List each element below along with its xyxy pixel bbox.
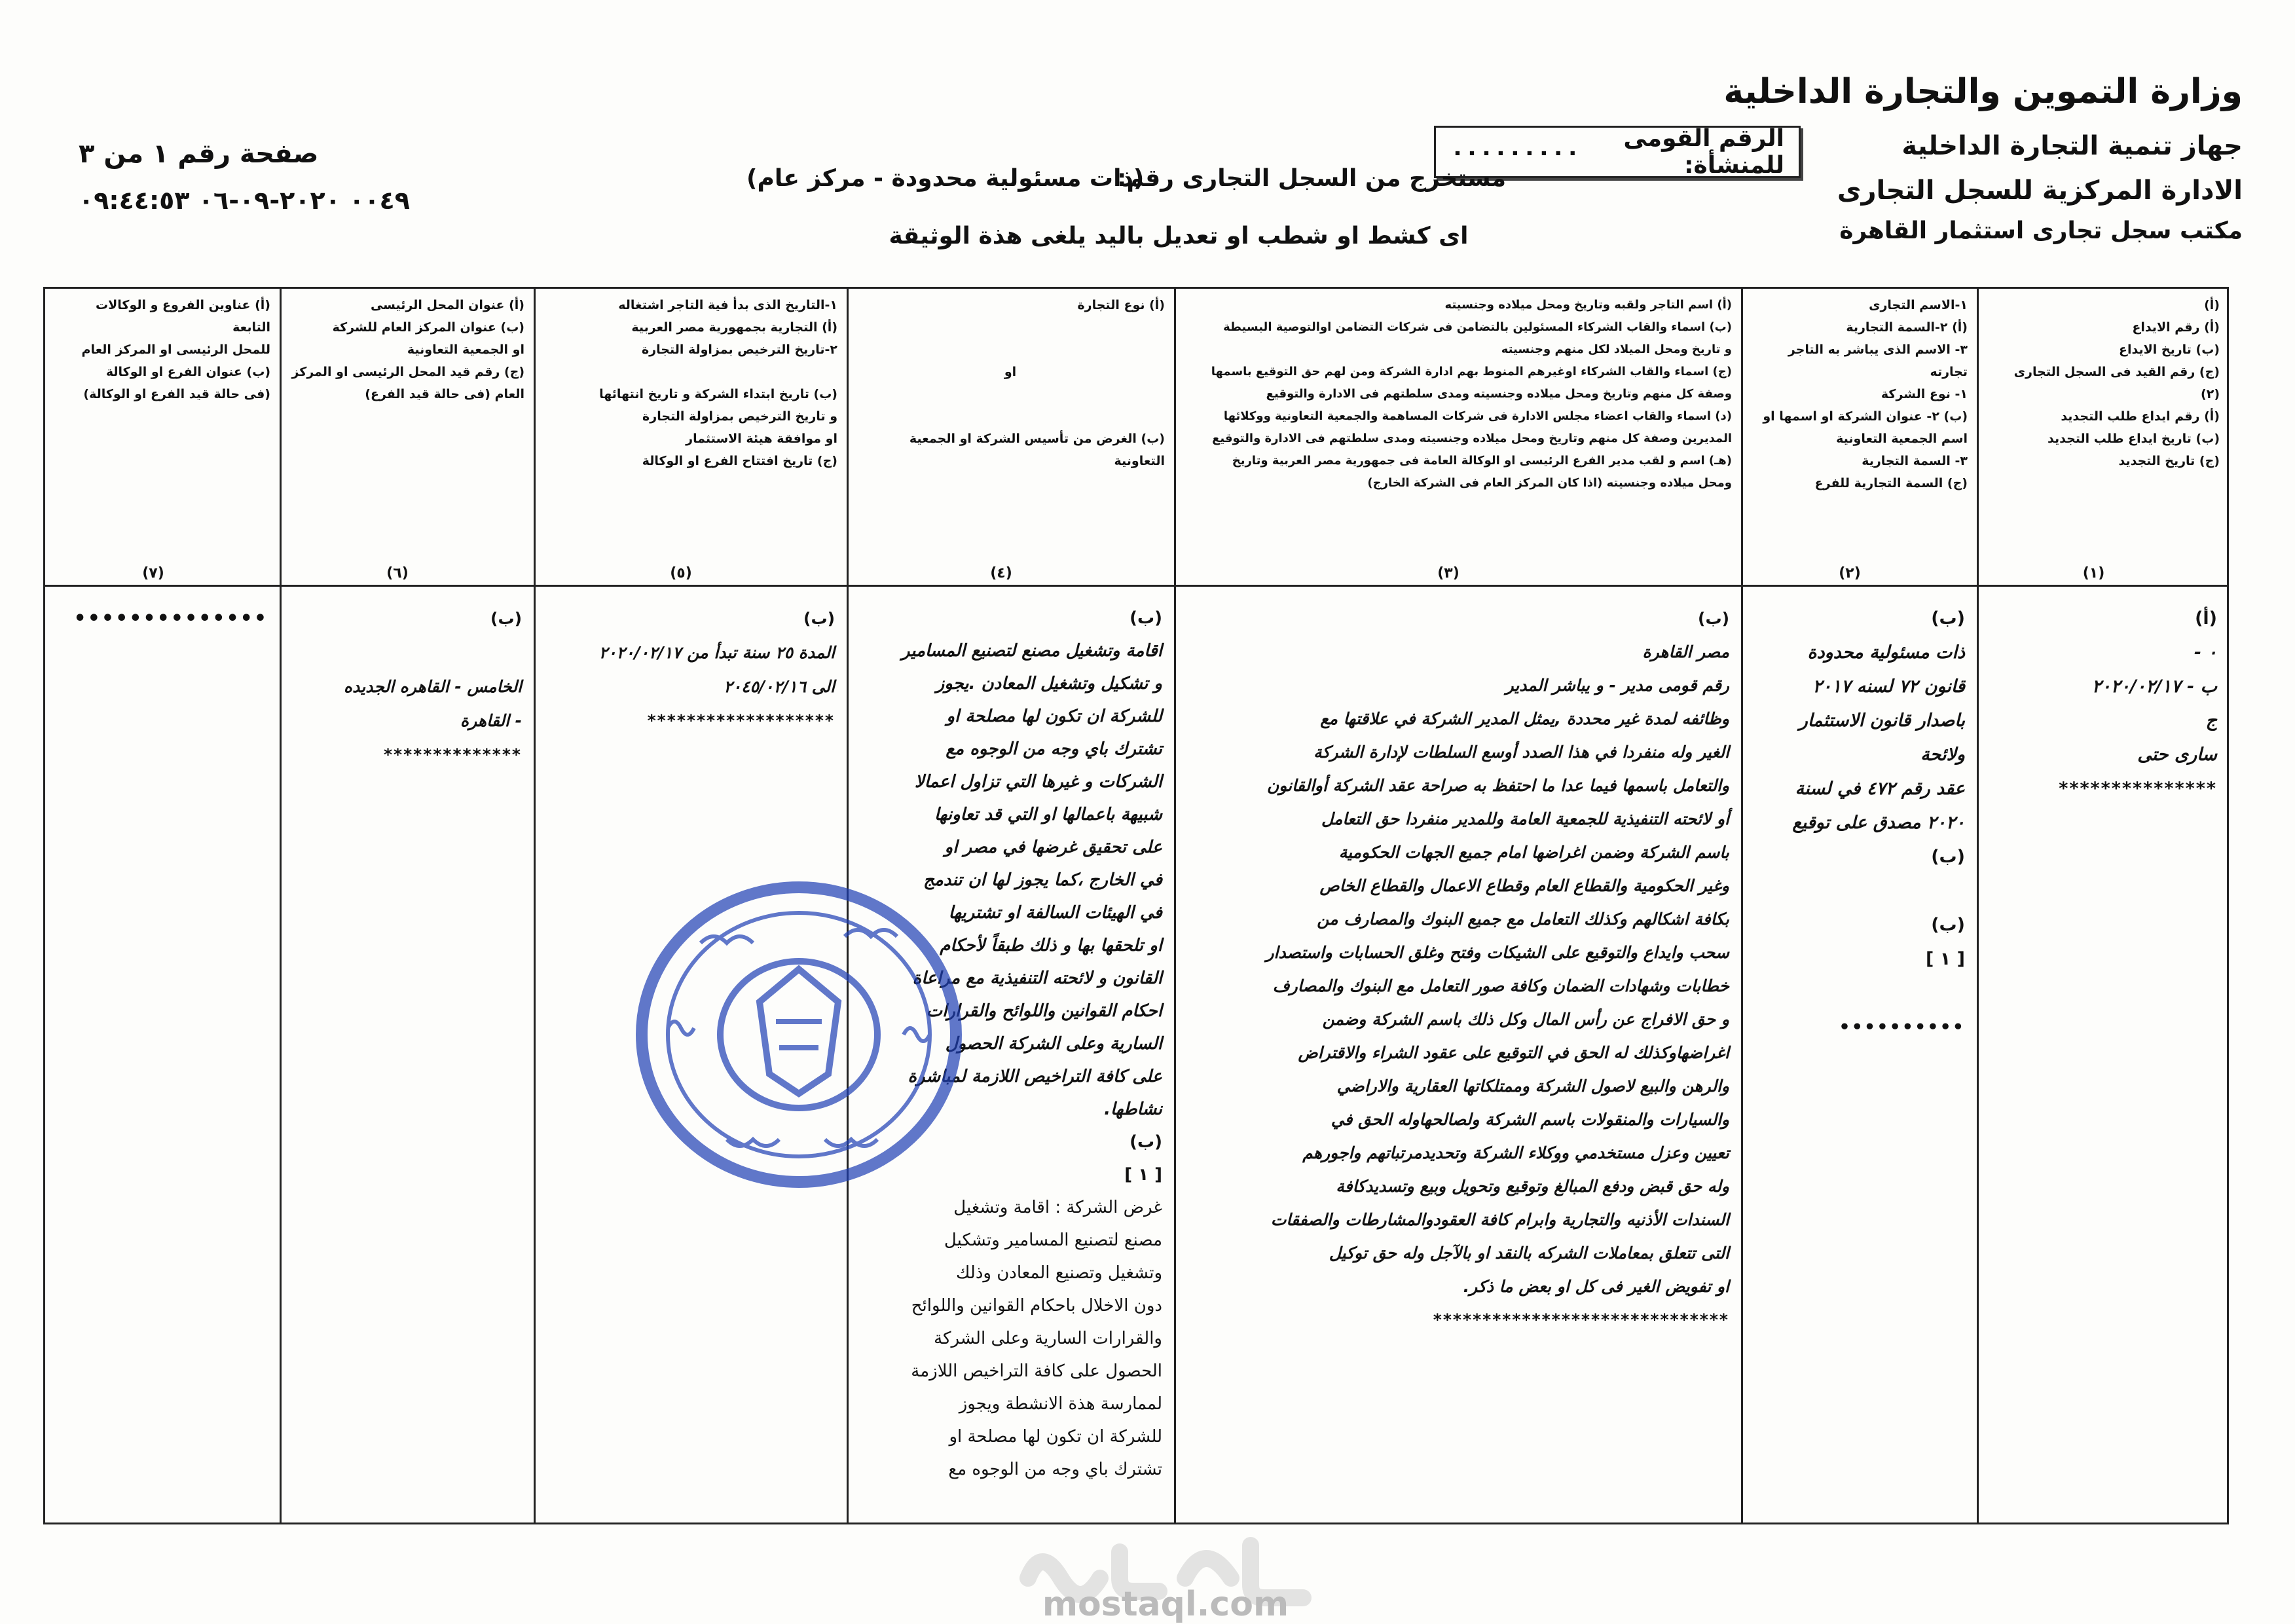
register-table <box>43 287 2229 1524</box>
entity-kind: (ذات مسئولية محدودة - مركز عام) <box>746 165 1145 192</box>
col-6-number: (٦) <box>386 565 409 581</box>
col-7-body: •••••••••••••• <box>73 607 268 630</box>
col-7-number: (٧) <box>142 565 164 581</box>
national-number-value: ٠٠٠٠٠٠٠٠٠ <box>1450 138 1580 166</box>
col-1-header: (أ) (أ) رقم الايداع (ب) تاريخ الايداع (ج) رقم القيد فى السجل التجارى (٢) (أ) رقم ايداع طلب التجديد (ب) تاريخ ايداع طلب التجديد (ج) تاريخ التجديد (١) <box>1977 294 2229 582</box>
col-3-body: (ب) مصر القاهرة رقم قومى مدير - و يباشر المدير وظائفه لمدة غير محددة ,يمثل المدير الشركة في علاقتها مع الغير وله منفردا في هذا الصدد أوسع السلطات لإدارة الشركة والتعامل باسمها فيما عدا ما احتفظ به صراحة عقد الشركة أوالقانون أو لائحته التنفيذية للجمعية العامة وللمدير منفردا حق التعامل باسم الشركة وضمن اغراضها امام جميع الجهات الحكومية وغير الحكومية والقطاع العام وقطاع الاعمال والقطاع الخاص بكافة اشكالهم وكذلك التعامل مع جميع البنوك والمصارف من سحب وايداع والتوقيع على الشيكات وفتح وغلق الحسابات واستصدار خطابات وشهادات الضمان وكافة صور التعامل مع البنوك والمصارف و حق الافراج عن رأس المال وكل ذلك باسم الشركة وضمن اغراضهاوكذلك له الحق في التوقيع على عقود الشراء والاقتراض والرهن والبيع لاصول الشركة وممتلكاتها العقارية والاراضي والسيارات والمنقولات باسم الشركة ولصالحهاوله الحق في تعيين وعزل مستخدمي ووكلاء الشركة وتحديدمرتباتهم واجورهم وله حق قبض ودفع المبالغ وتوقيع وتحويل وبيع وتسديدكافة السندات الأذنيه والتجارية وابرام كافة العقودوالمشارطات والصفقات التى تتعلق بمعاملات الشركه بالنقد او بالآجل وله حق توكيل او تفويض الغير فى كل او بعض ما ذكر. ****************************** <box>1266 609 1729 1329</box>
col-4-number: (٤) <box>990 565 1012 581</box>
col-6-body: (ب) الخامس - القاهره الجديده - القاهرة ************** <box>344 609 522 764</box>
col-3-number: (٣) <box>1437 565 1460 581</box>
header-separator <box>45 585 2227 587</box>
national-number-label: الرقم القومى للمنشأة: <box>1623 125 1784 179</box>
page-number: صفحة رقم ١ من ٣ <box>79 139 319 169</box>
col-1-number: (١) <box>2082 565 2105 581</box>
col-6-header: (أ) عنوان المحل الرئيسى (ب) عنوان المركز العام للشركة او الجمعية التعاونية (ج) رقم قيد المحل الرئيسى او المركز العام (فى حالة قيد الفرع) (٦) <box>280 294 534 582</box>
col-5-number: (٥) <box>670 565 692 581</box>
official-seal-icon <box>629 871 969 1198</box>
col-2-number: (٢) <box>1839 565 1861 581</box>
extract-label: مستخرج من السجل التجارى رقم: <box>1117 165 1506 192</box>
ministry-name: وزارة التموين والتجارة الداخلية <box>1723 72 2243 111</box>
print-timestamp: ٠٠٤٩ ٢٠٢٠-٠٩-٠٦ ٠٩:٤٤:٥٣ <box>79 186 410 215</box>
col-4-header: (أ) نوع التجارة او (ب) الغرض من تأسيس الشركة او الجمعية التعاونية (٤) <box>847 294 1174 582</box>
office-name: مكتب سجل تجارى استثمار القاهرة <box>1839 217 2243 244</box>
col-3-header: (أ) اسم التاجر ولقبه وتاريخ ومحل ميلاده وجنسيته (ب) اسماء والقاب الشركاء المسئولين بالتضامن فى شركات التضامن اوالتوصية البسيطة و تاريخ ومحل الميلاد لكل منهم وجنسيته (ج) اسماء والقاب الشركاء اوغيرهم المنوط بهم ادارة الشركة ومن لهم حق التوقيع باسمها وصفة كل منهم وتاريخ ومحل ميلاده وجنسيته ومدى سلطتهم فى الادارة والتوقيع (د) اسماء والقاب اعضاء مجلس الادارة فى شركات المساهمة والجمعية التعاونية ووكلائها المديرين وصفة كل منهم وتاريخ ومحل ميلاده وجنسيته ومدى سلطتهم فى الادارة والتوقيع (هـ) اسم و لقب مدير الفرع الرئيسى او الوكالة العامة فى جمهورية مصر العربية وتاريخ ومحل ميلاده وجنسيته (اذا كان المركز العام فى الشركة الخارج) (٣) <box>1174 294 1741 582</box>
watermark-text: mostaql.com <box>1042 1585 1289 1624</box>
col-7-header: (أ) عناوين الفروع و الوكالات التابعة للمحل الرئيسى او المركز العام (ب) عنوان الفرع او الوكالة (فى حالة قيد الفرع او الوكالة) (٧) <box>45 294 280 582</box>
agency-name: جهاز تنمية التجارة الداخلية <box>1901 131 2243 161</box>
col-5-body: (ب) المدة ٢٥ سنة تبدأ من ٢٠٢٠/٠٢/١٧ الى ٢٠٤٥/٠٢/١٦ ******************* <box>598 609 835 730</box>
tamper-warning: اى كشط او شطب او تعديل باليد يلغى هذة الوثيقة <box>889 223 1469 249</box>
col-4-body: (ب) اقامة وتشغيل مصنع لتصنيع المسامير و تشكيل وتشغيل المعادن .يجوز للشركة ان تكون لها مصلحة او تشترك باي وجه من الوجوه مع الشركات و غيرها التي تزاول اعمالا شبيهة باعمالها او التي قد تعاونها على تحقيق غرضها في مصر او في الخارج ،كما يجوز لها ان تندمج في الهيئات السالفة او تشتريها او تلحقها بها و ذلك طبقاً لأحكام القانون و لائحته التنفيذية مع مراعاة احكام القوانين واللوائح والقرارات السارية وعلى الشركة الحصول على كافة التراخيص اللازمة لمباشرة نشاطها. (ب) [ ١ ] غرض الشركة : اقامة وتشغيل مصنع لتصنيع المسامير وتشكيل وتشغيل وتصنيع المعادن وذلك دون الاخلال باحكام القوانين واللوائح والقرارات السارية وعلى الشركة الحصول على كافة التراخيص اللازمة لممارسة هذة الانشطة ويجوز للشركة ان تكون لها مصلحة او تشترك باي وجه من الوجوه مع <box>901 608 1162 1479</box>
department-name: الادارة المركزية للسجل التجارى <box>1837 175 2243 206</box>
col-5-header: ١-التاريخ الذى بدأ فية التاجر اشتغاله (أ) التجارية بجمهورية مصر العربية ٢-تاريخ الترخيص بمزاولة التجارة (ب) تاريخ ابتداء الشركة و تاريخ انتهائها و تاريخ الترخيص بمزاولة التجارة او موافقة هيئة الاستثمار (ج) تاريخ افتتاح الفرع او الوكالة (٥) <box>534 294 847 582</box>
extract-line <box>720 165 1506 192</box>
col-1-body: (أ) ٠ - ب - ٢٠٢٠/٠٢/١٧ ج سارى حتى *************** <box>2059 608 2217 799</box>
col-2-header: ١-الاسم التجارى (أ) ٢-السمة التجارية ٣- الاسم الذى يباشر به التاجر تجارته ١- نوع الشركة (ب) ٢- عنوان الشركة او اسمها او اسم الجمعية التعاونية ٣- السمة التجارية (ج) السمة التجارية للفرع (٢) <box>1741 294 1977 582</box>
col-2-body: (ب) ذات مسئولية محدودة قانون ٧٢ لسنه ٢٠١٧ باصدار قانون الاستثمار ولائحة عقد رقم ٤٧٢ في لسنة ٢٠٢٠ مصدق على توقيع (ب) (ب) [ ١ ] •••••••••• <box>1792 608 1965 1037</box>
